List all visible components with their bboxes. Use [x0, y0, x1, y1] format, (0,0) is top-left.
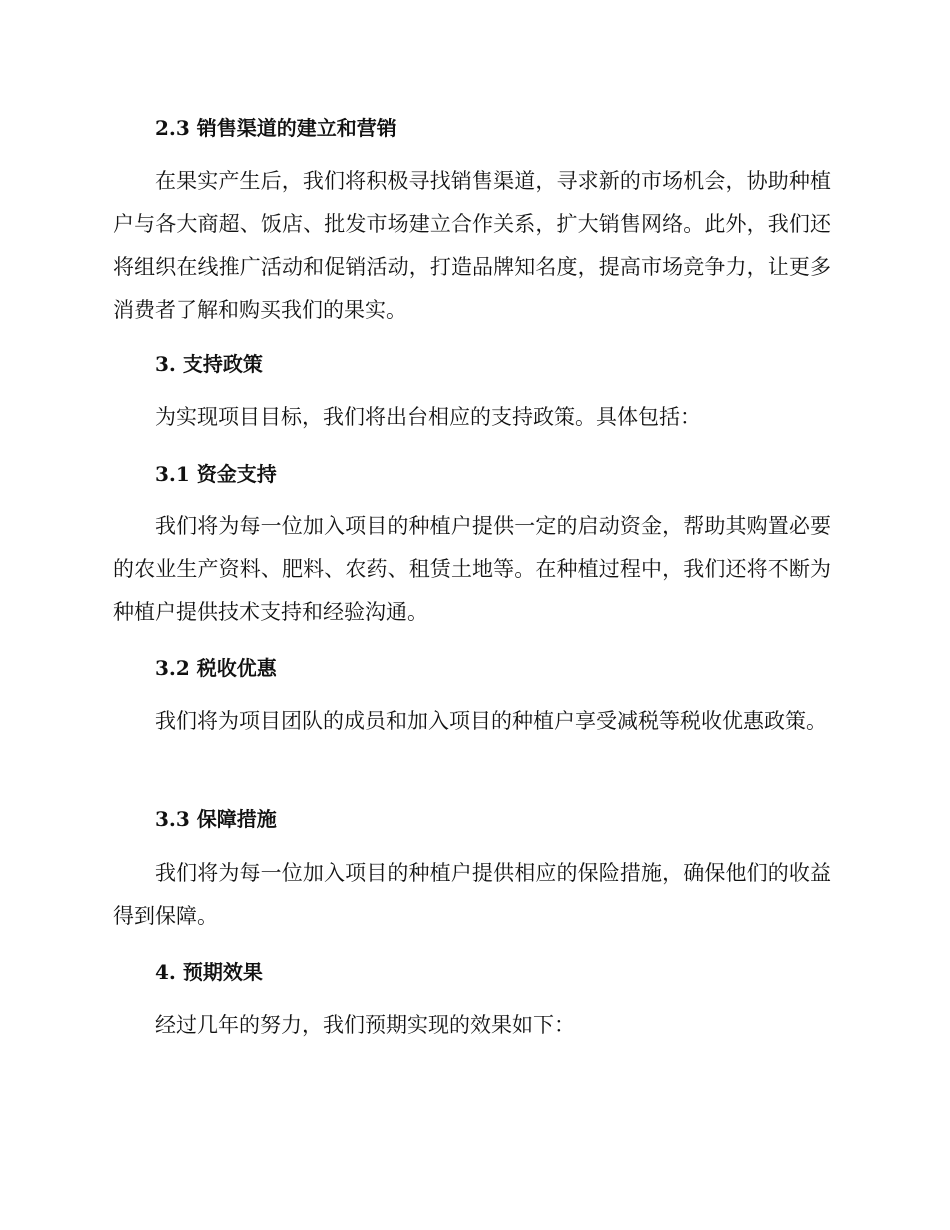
section-heading-3-2: 3.2 税收优惠 — [155, 656, 277, 680]
section-heading-3: 3. 支持政策 — [155, 352, 263, 376]
section-heading-4: 4. 预期效果 — [155, 960, 263, 984]
paragraph-safeguard-measures: 我们将为每一位加入项目的种植户提供相应的保险措施，确保他们的收益得到保障。 — [113, 861, 831, 928]
section-heading-3-3: 3.3 保障措施 — [155, 807, 277, 831]
paragraph-support-policy-intro: 为实现项目目标，我们将出台相应的支持政策。具体包括： — [155, 405, 701, 429]
paragraph-expected-effects: 经过几年的努力，我们预期实现的效果如下： — [155, 1013, 575, 1037]
paragraph-tax-incentives: 我们将为项目团队的成员和加入项目的种植户享受减税等税收优惠政策。 — [155, 709, 827, 733]
paragraph-sales-channels: 在果实产生后，我们将积极寻找销售渠道，寻求新的市场机会，协助种植户与各大商超、饭店、批发市场建立合作关系，扩大销售网络。此外，我们还将组织在线推广活动和促销活动，打造品牌知名度，提高市场竞争力，让更多消费者了解和购买我们的果实。 — [113, 169, 831, 322]
paragraph-funding-support: 我们将为每一位加入项目的种植户提供一定的启动资金，帮助其购置必要的农业生产资料、肥料、农药、租赁土地等。在种植过程中，我们还将不断为种植户提供技术支持和经验沟通。 — [113, 514, 831, 624]
section-heading-2-3: 2.3 销售渠道的建立和营销 — [155, 116, 397, 140]
section-heading-3-1: 3.1 资金支持 — [155, 462, 277, 486]
